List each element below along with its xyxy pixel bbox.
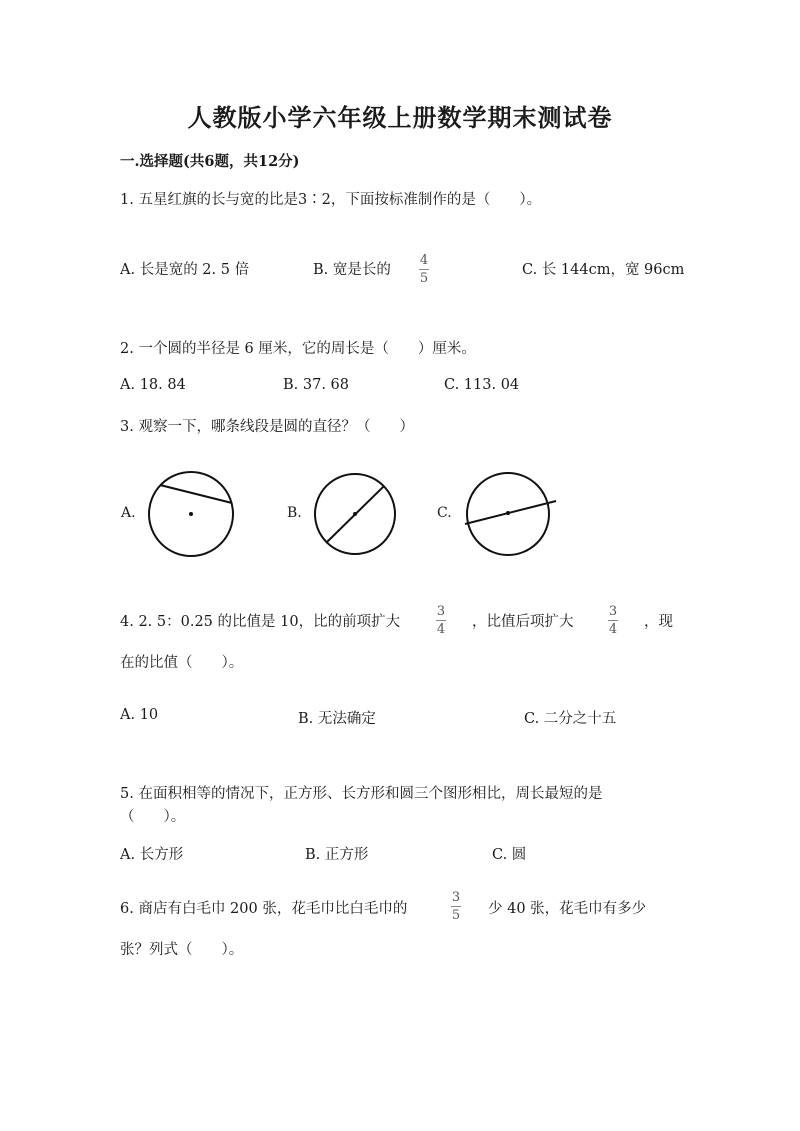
question-5-option-a: A. 长方形 bbox=[120, 847, 184, 863]
fraction-bar bbox=[436, 620, 446, 621]
fraction-denominator: 5 bbox=[451, 908, 461, 923]
question-1-option-a: A. 长是宽的 2. 5 倍 bbox=[120, 262, 250, 278]
fraction-bar bbox=[451, 906, 461, 907]
question-4-option-b: B. 无法确定 bbox=[298, 711, 376, 727]
question-1-option-b: B. 宽是长的 bbox=[313, 262, 391, 278]
section-heading: 一.选择题(共6题，共12分) bbox=[120, 153, 300, 170]
question-4-text-part3: ，现 bbox=[644, 614, 673, 630]
question-5-option-b: B. 正方形 bbox=[305, 847, 369, 863]
question-4-option-a: A. 10 bbox=[120, 707, 159, 723]
fraction-three-fourths-1 bbox=[436, 605, 446, 636]
fraction-four-fifths bbox=[419, 254, 429, 285]
circle-center bbox=[506, 511, 510, 515]
fraction-numerator: 3 bbox=[608, 604, 618, 619]
fraction-bar bbox=[419, 269, 429, 270]
fraction-denominator: 4 bbox=[436, 622, 446, 637]
question-2-option-c: C. 113. 04 bbox=[444, 377, 520, 393]
question-5-text-part2: （ ）。 bbox=[120, 809, 186, 825]
question-1-option-c: C. 长 144cm，宽 96cm bbox=[522, 262, 685, 278]
question-3-option-b-label: B. bbox=[287, 505, 302, 521]
fraction-numerator: 3 bbox=[451, 890, 461, 905]
fraction-denominator: 4 bbox=[608, 622, 618, 637]
question-6-text-part1: 6. 商店有白毛巾 200 张，花毛巾比白毛巾的 bbox=[120, 901, 408, 917]
question-3-option-a-label: A. bbox=[121, 505, 136, 521]
question-4-option-c: C. 二分之十五 bbox=[524, 711, 617, 727]
question-6-text-part2: 少 40 张，花毛巾有多少 bbox=[488, 901, 647, 917]
question-2-option-b: B. 37. 68 bbox=[283, 377, 349, 393]
question-5-text-part1: 5. 在面积相等的情况下，正方形、长方形和圆三个图形相比，周长最短的是 bbox=[120, 786, 603, 802]
fraction-three-fifths bbox=[451, 891, 461, 922]
circle-figure-b bbox=[311, 468, 401, 562]
question-5-option-c: C. 圆 bbox=[492, 847, 527, 863]
circle-center bbox=[353, 512, 357, 516]
fraction-numerator: 4 bbox=[419, 253, 429, 268]
question-4-text-part1: 4. 2. 5：0.25 的比值是 10，比的前项扩大 bbox=[120, 614, 401, 630]
page-title: 人教版小学六年级上册数学期末测试卷 bbox=[187, 103, 613, 132]
chord-line bbox=[160, 485, 232, 503]
circle-figure-a bbox=[145, 468, 245, 562]
fraction-numerator: 3 bbox=[436, 604, 446, 619]
fraction-three-fourths-2 bbox=[608, 605, 618, 636]
question-6-text-part3: 张？列式（ ）。 bbox=[120, 942, 244, 958]
secant-line bbox=[465, 501, 556, 524]
question-4-text-part2: ，比值后项扩大 bbox=[472, 614, 574, 630]
question-4-text-part4: 在的比值（ ）。 bbox=[120, 655, 244, 671]
circle-center bbox=[189, 512, 193, 516]
fraction-denominator: 5 bbox=[419, 271, 429, 286]
question-1-text: 1. 五星红旗的长与宽的比是3∶2，下面按标准制作的是（ ）。 bbox=[120, 192, 542, 208]
question-3-option-c-label: C. bbox=[437, 505, 452, 521]
fraction-bar bbox=[608, 620, 618, 621]
circle-figure-c bbox=[460, 468, 560, 562]
question-2-option-a: A. 18. 84 bbox=[120, 377, 186, 393]
question-3-text: 3. 观察一下，哪条线段是圆的直径？（ ） bbox=[120, 419, 414, 435]
question-2-text: 2. 一个圆的半径是 6 厘米，它的周长是（ ）厘米。 bbox=[120, 341, 476, 357]
